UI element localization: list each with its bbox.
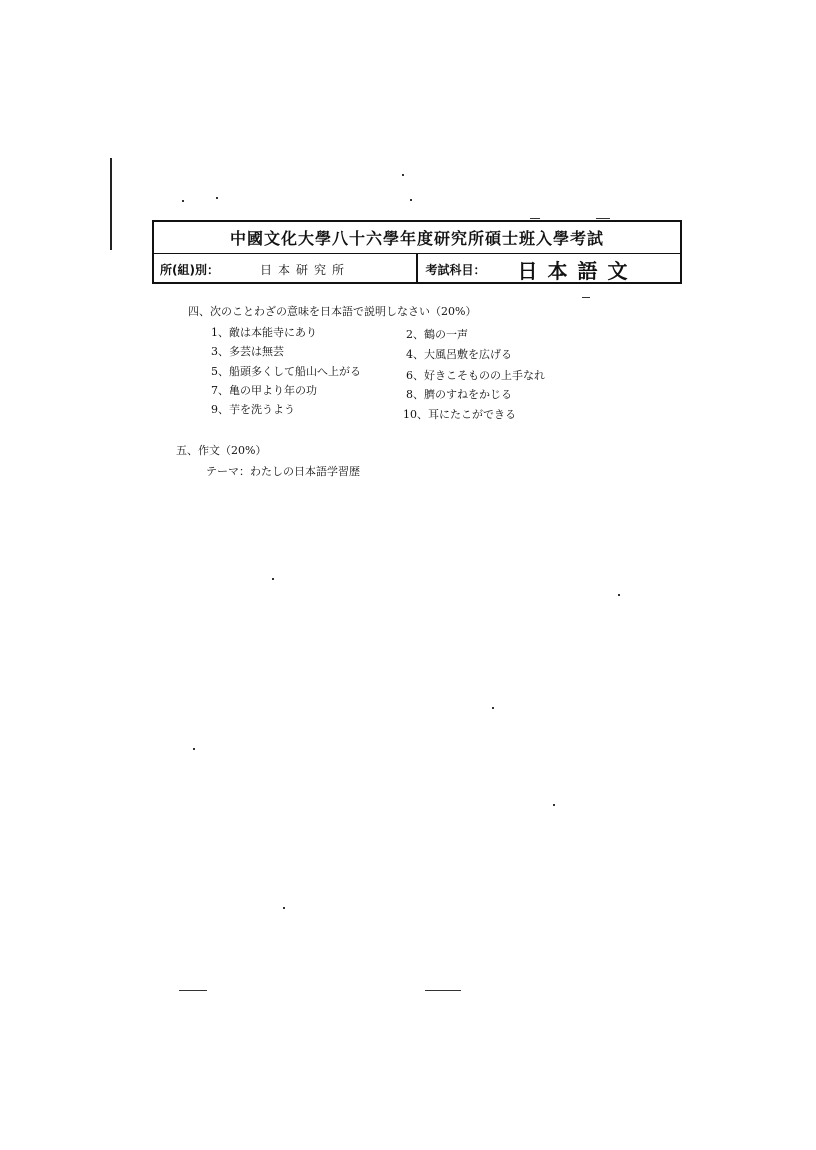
exam-header — [152, 220, 682, 284]
exam-title: 中國文化大學八十六學年度研究所碩士班入學考試 — [154, 222, 680, 254]
proverb-item: 1、敵は本能寺にあり — [211, 326, 317, 339]
proverb-item: 3、多芸は無芸 — [211, 345, 284, 358]
dept-label: 所(組)別： — [160, 262, 219, 277]
binding-line — [110, 158, 112, 250]
section-5-title: 五、作文（20%） — [176, 444, 267, 457]
dept-value: 日本研究所 — [260, 262, 351, 277]
proverb-item: 9、芋を洗うよう — [211, 403, 295, 416]
proverb-item: 8、臍のすねをかじる — [406, 388, 512, 401]
proverb-item: 6、好きこそものの上手なれ — [406, 369, 545, 382]
proverb-item: 4、大風呂敷を広げる — [406, 348, 512, 361]
proverb-item: 10、耳にたこができる — [403, 408, 516, 421]
section-4-title: 四、次のことわざの意味を日本語で説明しなさい（20%） — [188, 305, 477, 318]
subject-value: 日本語文 — [517, 258, 638, 283]
exam-info-row — [154, 254, 680, 284]
proverb-item: 7、亀の甲より年の功 — [211, 384, 317, 397]
subject-label: 考試科目： — [425, 262, 486, 277]
section-5-theme: テーマ：わたしの日本語学習歴 — [206, 465, 360, 478]
proverb-item: 5、船頭多くして船山へ上がる — [211, 365, 361, 378]
proverb-item: 2、鶴の一声 — [406, 328, 468, 341]
